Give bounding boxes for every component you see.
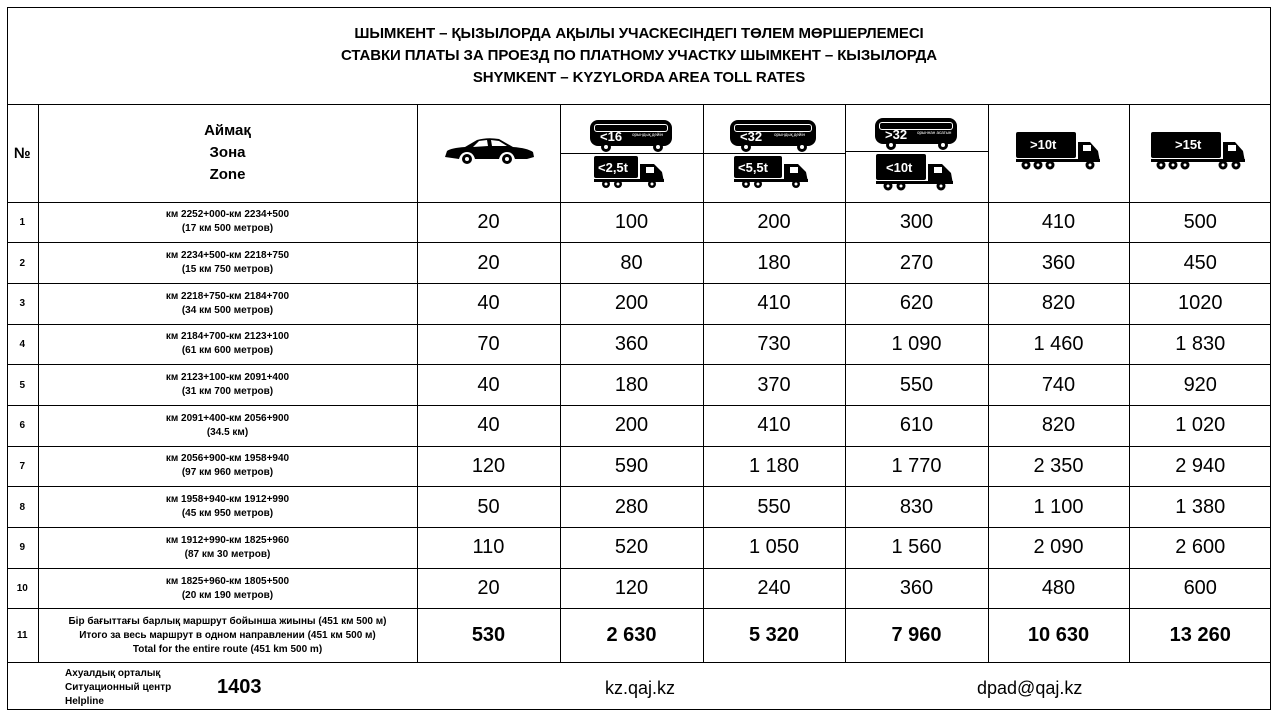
total-col4: 7 960	[845, 609, 988, 663]
header-car	[417, 105, 560, 202]
bus32plus-note: орыннан асатын	[916, 129, 951, 135]
zone-length: (17 км 500 метров)	[181, 223, 274, 235]
total-label-russian: Итого за весь маршрут в одном направлении (451 км 500 м)	[79, 629, 376, 641]
rate-cell: 1 830	[1129, 324, 1271, 365]
email-link[interactable]: dpad@qaj.kz	[977, 678, 1083, 698]
rate-cell: 550	[845, 365, 988, 406]
rate-cell: 270	[845, 243, 988, 284]
table-row	[7, 324, 1271, 365]
row-number: 10	[7, 568, 38, 609]
rate-cell: 1 770	[845, 446, 988, 487]
rate-cell: 740	[988, 365, 1129, 406]
helpline-labels	[65, 667, 171, 709]
header-truck15plus	[1129, 105, 1271, 202]
zone-cell	[38, 202, 417, 243]
rate-cell: 40	[417, 283, 560, 324]
truck-icon	[1149, 130, 1251, 172]
rate-cell: 2 090	[988, 528, 1129, 569]
rate-cell: 370	[703, 365, 845, 406]
row-number: 1	[7, 202, 38, 243]
rate-cell: 360	[845, 568, 988, 609]
row-number: 8	[7, 487, 38, 528]
rate-cell: 100	[560, 202, 703, 243]
helpline-number: 1403	[217, 676, 262, 698]
rate-cell: 280	[560, 487, 703, 528]
zone-cell	[38, 365, 417, 406]
zone-range: км 1825+960-км 1805+500	[165, 575, 290, 587]
title-russian: СТАВКИ ПЛАТЫ ЗА ПРОЕЗД ПО ПЛАТНОМУ УЧАСТКУ ШЫМКЕНТ – КЫЗЫЛОРДА	[341, 46, 937, 64]
truck55-label: <5,5t	[738, 159, 768, 175]
rate-cell: 620	[845, 283, 988, 324]
title-english: SHYMKENT – KYZYLORDA AREA TOLL RATES	[472, 68, 806, 86]
rate-cell: 200	[703, 202, 845, 243]
rate-cell: 1 090	[845, 324, 988, 365]
total-label-english: Total for the entire route (451 km 500 m)	[132, 643, 323, 655]
bus32-label: <32	[740, 128, 763, 144]
total-label-kazakh: Бір бағыттағы барлық маршрут бойынша жиыны (451 км 500 м)	[68, 615, 387, 627]
rate-cell: 240	[703, 568, 845, 609]
zone-cell	[38, 324, 417, 365]
website-link[interactable]: kz.qaj.kz	[605, 678, 676, 698]
bus-icon	[588, 117, 676, 153]
rate-cell: 360	[560, 324, 703, 365]
rate-cell: 120	[560, 568, 703, 609]
rate-cell: 180	[703, 243, 845, 284]
row-number: 5	[7, 365, 38, 406]
header-zone	[38, 105, 417, 202]
header-zone-kazakh: Аймақ	[204, 122, 251, 140]
rate-cell: 1 100	[988, 487, 1129, 528]
header-zone-russian: Зона	[209, 144, 246, 162]
rate-cell: 200	[560, 283, 703, 324]
truck25-label: <2,5t	[597, 159, 628, 175]
total-row-label	[38, 609, 417, 663]
table-row	[7, 365, 1271, 406]
rate-cell: 300	[845, 202, 988, 243]
helpline-label-russian: Ситуационный центр	[65, 682, 172, 693]
zone-range: км 2091+400-км 2056+900	[165, 412, 290, 424]
rate-cell: 920	[1129, 365, 1271, 406]
truck-icon	[874, 152, 960, 192]
rate-cell: 2 940	[1129, 446, 1271, 487]
table-row	[7, 202, 1271, 243]
rate-cell: 450	[1129, 243, 1271, 284]
zone-range: км 1958+940-км 1912+990	[165, 494, 290, 506]
zone-range: км 2123+100-км 2091+400	[165, 372, 290, 384]
zone-cell	[38, 528, 417, 569]
header-bus32-truck55	[703, 105, 845, 202]
bus-icon	[728, 117, 820, 153]
car-icon	[441, 135, 537, 167]
table-row	[7, 243, 1271, 284]
rate-cell: 500	[1129, 202, 1271, 243]
header-truck10plus	[988, 105, 1129, 202]
rate-cell: 50	[417, 487, 560, 528]
total-col5: 10 630	[988, 609, 1129, 663]
rate-cell: 550	[703, 487, 845, 528]
truck-icon	[732, 154, 816, 190]
zone-cell	[38, 446, 417, 487]
zone-cell	[38, 243, 417, 284]
footer	[7, 664, 1271, 710]
truck-icon	[1014, 130, 1104, 172]
rate-cell: 1020	[1129, 283, 1271, 324]
zone-range: км 2218+750-км 2184+700	[165, 290, 290, 302]
title-block	[7, 7, 1271, 105]
zone-length: (45 км 950 метров)	[181, 508, 274, 520]
total-col6: 13 260	[1129, 609, 1271, 663]
rate-cell: 1 560	[845, 528, 988, 569]
table-row	[7, 405, 1271, 446]
rate-cell: 1 050	[703, 528, 845, 569]
rate-cell: 410	[988, 202, 1129, 243]
zone-range: км 2252+000-км 2234+500	[165, 209, 290, 221]
zone-range: км 2234+500-км 2218+750	[165, 250, 290, 262]
rate-cell: 20	[417, 243, 560, 284]
rate-cell: 600	[1129, 568, 1271, 609]
rate-cell: 520	[560, 528, 703, 569]
helpline-label-english: Helpline	[65, 696, 104, 707]
row-number: 9	[7, 528, 38, 569]
rate-cell: 1 180	[703, 446, 845, 487]
helpline-label-kazakh: Ахуалдық орталық	[65, 668, 161, 679]
zone-range: км 2056+900-км 1958+940	[165, 453, 290, 465]
table-row	[7, 283, 1271, 324]
rate-cell: 480	[988, 568, 1129, 609]
rate-cell: 820	[988, 405, 1129, 446]
rate-cell: 410	[703, 405, 845, 446]
toll-rates-table	[7, 105, 1271, 663]
rates-body	[7, 202, 1271, 609]
row-number: 6	[7, 405, 38, 446]
total-row	[7, 609, 1271, 663]
table-row	[7, 568, 1271, 609]
zone-length: (97 км 960 метров)	[181, 467, 274, 479]
rate-cell: 590	[560, 446, 703, 487]
rate-cell: 40	[417, 365, 560, 406]
total-col2: 2 630	[560, 609, 703, 663]
zone-length: (15 км 750 метров)	[181, 264, 274, 276]
bus-icon	[873, 115, 961, 151]
title-kazakh: ШЫМКЕНТ – ҚЫЗЫЛОРДА АҚЫЛЫ УЧАСКЕСІНДЕГІ ТӨЛЕМ МӨРШЕРЛЕМЕСІ	[354, 24, 924, 42]
zone-cell	[38, 283, 417, 324]
row-number: 2	[7, 243, 38, 284]
truck10plus-label: >10t	[1029, 136, 1056, 152]
table-row	[7, 487, 1271, 528]
zone-length: (34.5 км)	[206, 426, 249, 438]
zone-length: (31 км 700 метров)	[181, 386, 274, 398]
zone-length: (87 км 30 метров)	[184, 548, 271, 560]
rate-cell: 20	[417, 202, 560, 243]
truck15plus-label: >15t	[1175, 136, 1202, 152]
rate-cell: 80	[560, 243, 703, 284]
rate-cell: 20	[417, 568, 560, 609]
table-row	[7, 528, 1271, 569]
rate-cell: 120	[417, 446, 560, 487]
truck-icon	[592, 154, 672, 190]
zone-range: км 2184+700-км 2123+100	[165, 331, 290, 343]
zone-length: (61 км 600 метров)	[181, 345, 274, 357]
rate-cell: 820	[988, 283, 1129, 324]
rate-cell: 40	[417, 405, 560, 446]
rate-cell: 610	[845, 405, 988, 446]
header-bus16-truck25	[560, 105, 703, 202]
zone-cell	[38, 487, 417, 528]
rate-cell: 200	[560, 405, 703, 446]
truck10-label: <10t	[885, 159, 912, 175]
total-car: 530	[417, 609, 560, 663]
header-number: №	[7, 105, 38, 202]
row-number: 4	[7, 324, 38, 365]
rate-cell: 1 380	[1129, 487, 1271, 528]
zone-length: (20 км 190 метров)	[181, 589, 274, 601]
total-row-number: 11	[7, 609, 38, 663]
rate-cell: 2 600	[1129, 528, 1271, 569]
zone-cell	[38, 568, 417, 609]
rate-cell: 730	[703, 324, 845, 365]
total-col3: 5 320	[703, 609, 845, 663]
rate-cell: 2 350	[988, 446, 1129, 487]
table-row	[7, 446, 1271, 487]
rate-cell: 410	[703, 283, 845, 324]
bus32-note: орындық дейін	[774, 131, 805, 137]
bus16-label: <16	[599, 128, 622, 144]
bus16-note: орындық дейін	[631, 131, 663, 137]
zone-length: (34 км 500 метров)	[181, 304, 274, 316]
header-row	[7, 105, 1271, 202]
rate-cell: 1 460	[988, 324, 1129, 365]
rate-cell: 830	[845, 487, 988, 528]
header-bus32plus-truck10	[845, 105, 988, 202]
zone-cell	[38, 405, 417, 446]
rate-cell: 360	[988, 243, 1129, 284]
rate-cell: 110	[417, 528, 560, 569]
rate-cell: 180	[560, 365, 703, 406]
rate-cell: 70	[417, 324, 560, 365]
rate-cell: 1 020	[1129, 405, 1271, 446]
zone-range: км 1912+990-км 1825+960	[165, 534, 290, 546]
bus32plus-label: >32	[884, 126, 907, 142]
row-number: 7	[7, 446, 38, 487]
header-zone-english: Zone	[209, 166, 246, 184]
row-number: 3	[7, 283, 38, 324]
